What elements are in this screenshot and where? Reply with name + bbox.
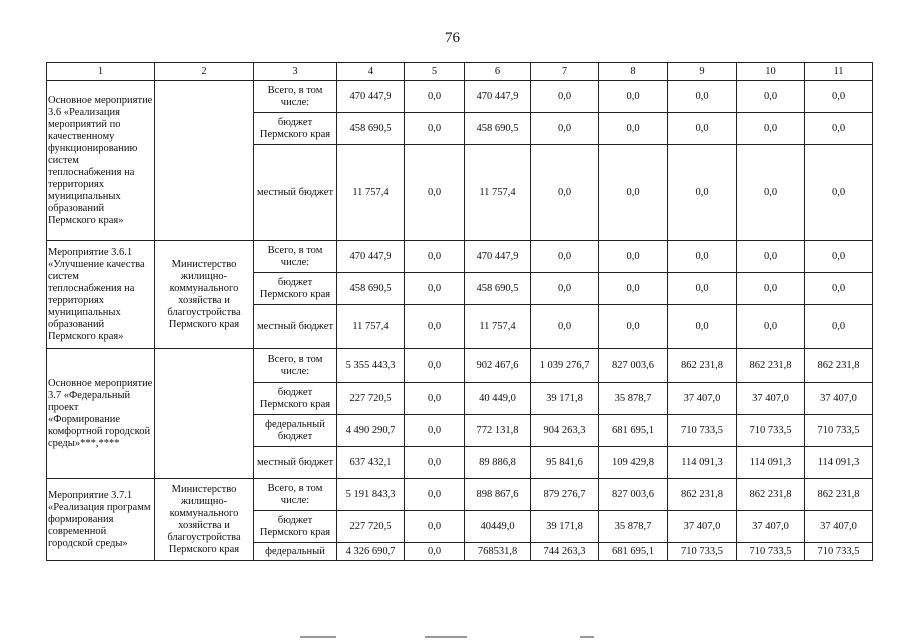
- value-cell: 35 878,7: [599, 383, 668, 415]
- value-cell: 0,0: [599, 81, 668, 113]
- activity-name-cell: Мероприятие 3.7.1 «Реализация программ формирования современной городской среды»: [47, 479, 155, 561]
- value-cell: 0,0: [405, 305, 465, 349]
- column-header: 4: [337, 63, 405, 81]
- funding-source-cell: федеральный: [254, 543, 337, 561]
- value-cell: 710 733,5: [737, 415, 805, 447]
- value-cell: 0,0: [599, 305, 668, 349]
- column-header: 2: [155, 63, 254, 81]
- value-cell: 0,0: [531, 145, 599, 241]
- value-cell: 39 171,8: [531, 511, 599, 543]
- value-cell: 710 733,5: [668, 415, 737, 447]
- funding-source-cell: Всего, в том числе:: [254, 81, 337, 113]
- funding-source-cell: бюджет Пермского края: [254, 383, 337, 415]
- value-cell: 0,0: [405, 383, 465, 415]
- value-cell: 0,0: [405, 349, 465, 383]
- value-cell: 0,0: [405, 415, 465, 447]
- value-cell: 5 191 843,3: [337, 479, 405, 511]
- funding-source-cell: Всего, в том числе:: [254, 241, 337, 273]
- value-cell: 744 263,3: [531, 543, 599, 561]
- value-cell: 0,0: [531, 305, 599, 349]
- value-cell: 0,0: [668, 241, 737, 273]
- table-row: [47, 479, 873, 511]
- value-cell: 862 231,8: [805, 349, 873, 383]
- value-cell: 5 355 443,3: [337, 349, 405, 383]
- value-cell: 458 690,5: [465, 113, 531, 145]
- value-cell: 0,0: [805, 273, 873, 305]
- value-cell: 827 003,6: [599, 479, 668, 511]
- value-cell: 0,0: [805, 145, 873, 241]
- value-cell: 458 690,5: [465, 273, 531, 305]
- value-cell: 458 690,5: [337, 273, 405, 305]
- column-header: 11: [805, 63, 873, 81]
- value-cell: 710 733,5: [805, 415, 873, 447]
- value-cell: 710 733,5: [668, 543, 737, 561]
- value-cell: 0,0: [405, 511, 465, 543]
- value-cell: 0,0: [405, 479, 465, 511]
- activity-name-cell: Основное мероприятие 3.6 «Реализация мероприятий по качественному функционированию систем теплоснабжения на территориях муниципальных образований Пермского края»: [47, 81, 155, 241]
- value-cell: 0,0: [737, 81, 805, 113]
- value-cell: 470 447,9: [337, 81, 405, 113]
- column-header: 6: [465, 63, 531, 81]
- value-cell: 0,0: [599, 241, 668, 273]
- value-cell: 39 171,8: [531, 383, 599, 415]
- value-cell: 0,0: [668, 113, 737, 145]
- value-cell: 37 407,0: [668, 383, 737, 415]
- value-cell: 227 720,5: [337, 383, 405, 415]
- value-cell: 470 447,9: [337, 241, 405, 273]
- value-cell: 0,0: [668, 81, 737, 113]
- value-cell: 458 690,5: [337, 113, 405, 145]
- value-cell: 862 231,8: [737, 349, 805, 383]
- value-cell: 710 733,5: [805, 543, 873, 561]
- value-cell: 0,0: [405, 543, 465, 561]
- value-cell: 4 490 290,7: [337, 415, 405, 447]
- value-cell: 0,0: [737, 113, 805, 145]
- value-cell: 37 407,0: [737, 383, 805, 415]
- scan-mark: [580, 636, 594, 638]
- value-cell: 227 720,5: [337, 511, 405, 543]
- column-header: 8: [599, 63, 668, 81]
- value-cell: 0,0: [405, 81, 465, 113]
- value-cell: 37 407,0: [737, 511, 805, 543]
- funding-source-cell: местный бюджет: [254, 145, 337, 241]
- value-cell: 0,0: [405, 447, 465, 479]
- page-number: 76: [445, 30, 460, 46]
- column-header: 1: [47, 63, 155, 81]
- value-cell: 0,0: [531, 113, 599, 145]
- value-cell: 37 407,0: [805, 511, 873, 543]
- scan-mark: [300, 636, 336, 638]
- value-cell: 0,0: [737, 241, 805, 273]
- value-cell: 40449,0: [465, 511, 531, 543]
- value-cell: 11 757,4: [337, 305, 405, 349]
- value-cell: 35 878,7: [599, 511, 668, 543]
- executor-cell: Министерство жилищно-коммунального хозяйства и благоустройства Пермского края: [155, 241, 254, 349]
- executor-cell: [155, 349, 254, 479]
- value-cell: 0,0: [405, 113, 465, 145]
- funding-source-cell: местный бюджет: [254, 447, 337, 479]
- value-cell: 11 757,4: [465, 145, 531, 241]
- value-cell: 898 867,6: [465, 479, 531, 511]
- value-cell: 114 091,3: [668, 447, 737, 479]
- scan-edge-marks: [0, 636, 905, 640]
- value-cell: 470 447,9: [465, 81, 531, 113]
- executor-cell: [155, 81, 254, 241]
- funding-source-cell: местный бюджет: [254, 305, 337, 349]
- value-cell: 37 407,0: [805, 383, 873, 415]
- table-row: [47, 241, 873, 273]
- column-header: 7: [531, 63, 599, 81]
- value-cell: 0,0: [531, 241, 599, 273]
- value-cell: 768531,8: [465, 543, 531, 561]
- value-cell: 11 757,4: [465, 305, 531, 349]
- value-cell: 0,0: [668, 305, 737, 349]
- funding-source-cell: федеральный бюджет: [254, 415, 337, 447]
- funding-source-cell: Всего, в том числе:: [254, 479, 337, 511]
- value-cell: 0,0: [805, 241, 873, 273]
- table-row: [47, 81, 873, 113]
- value-cell: 4 326 690,7: [337, 543, 405, 561]
- value-cell: 37 407,0: [668, 511, 737, 543]
- column-header: 3: [254, 63, 337, 81]
- value-cell: 681 695,1: [599, 543, 668, 561]
- value-cell: 11 757,4: [337, 145, 405, 241]
- value-cell: 827 003,6: [599, 349, 668, 383]
- value-cell: 0,0: [668, 145, 737, 241]
- value-cell: 1 039 276,7: [531, 349, 599, 383]
- value-cell: 0,0: [405, 273, 465, 305]
- table-row: [47, 349, 873, 383]
- column-header: 5: [405, 63, 465, 81]
- value-cell: 40 449,0: [465, 383, 531, 415]
- value-cell: 772 131,8: [465, 415, 531, 447]
- value-cell: 0,0: [599, 113, 668, 145]
- value-cell: 0,0: [531, 273, 599, 305]
- value-cell: 0,0: [805, 81, 873, 113]
- value-cell: 681 695,1: [599, 415, 668, 447]
- activity-name-cell: Основное мероприятие 3.7 «Федеральный проект «Формирование комфортной городской среды»***,****: [47, 349, 155, 479]
- value-cell: 862 231,8: [805, 479, 873, 511]
- executor-cell: Министерство жилищно-коммунального хозяйства и благоустройства Пермского края: [155, 479, 254, 561]
- value-cell: 114 091,3: [805, 447, 873, 479]
- budget-table: [46, 62, 873, 561]
- value-cell: 862 231,8: [668, 479, 737, 511]
- value-cell: 0,0: [805, 305, 873, 349]
- scan-mark: [425, 636, 467, 638]
- value-cell: 0,0: [405, 145, 465, 241]
- value-cell: 904 263,3: [531, 415, 599, 447]
- value-cell: 710 733,5: [737, 543, 805, 561]
- funding-source-cell: Всего, в том числе:: [254, 349, 337, 383]
- header-row: [47, 63, 873, 81]
- value-cell: 0,0: [805, 113, 873, 145]
- activity-name-cell: Мероприятие 3.6.1 «Улучшение качества систем теплоснабжения на территориях муниципальных образований Пермского края»: [47, 241, 155, 349]
- value-cell: 862 231,8: [737, 479, 805, 511]
- value-cell: 0,0: [737, 305, 805, 349]
- column-header: 9: [668, 63, 737, 81]
- value-cell: 862 231,8: [668, 349, 737, 383]
- value-cell: 0,0: [737, 145, 805, 241]
- value-cell: 0,0: [599, 273, 668, 305]
- value-cell: 637 432,1: [337, 447, 405, 479]
- value-cell: 109 429,8: [599, 447, 668, 479]
- value-cell: 879 276,7: [531, 479, 599, 511]
- value-cell: 95 841,6: [531, 447, 599, 479]
- funding-source-cell: бюджет Пермского края: [254, 511, 337, 543]
- value-cell: 0,0: [668, 273, 737, 305]
- funding-source-cell: бюджет Пермского края: [254, 273, 337, 305]
- value-cell: 0,0: [599, 145, 668, 241]
- value-cell: 0,0: [737, 273, 805, 305]
- value-cell: 0,0: [531, 81, 599, 113]
- value-cell: 89 886,8: [465, 447, 531, 479]
- value-cell: 470 447,9: [465, 241, 531, 273]
- value-cell: 0,0: [405, 241, 465, 273]
- value-cell: 902 467,6: [465, 349, 531, 383]
- value-cell: 114 091,3: [737, 447, 805, 479]
- column-header: 10: [737, 63, 805, 81]
- funding-source-cell: бюджет Пермского края: [254, 113, 337, 145]
